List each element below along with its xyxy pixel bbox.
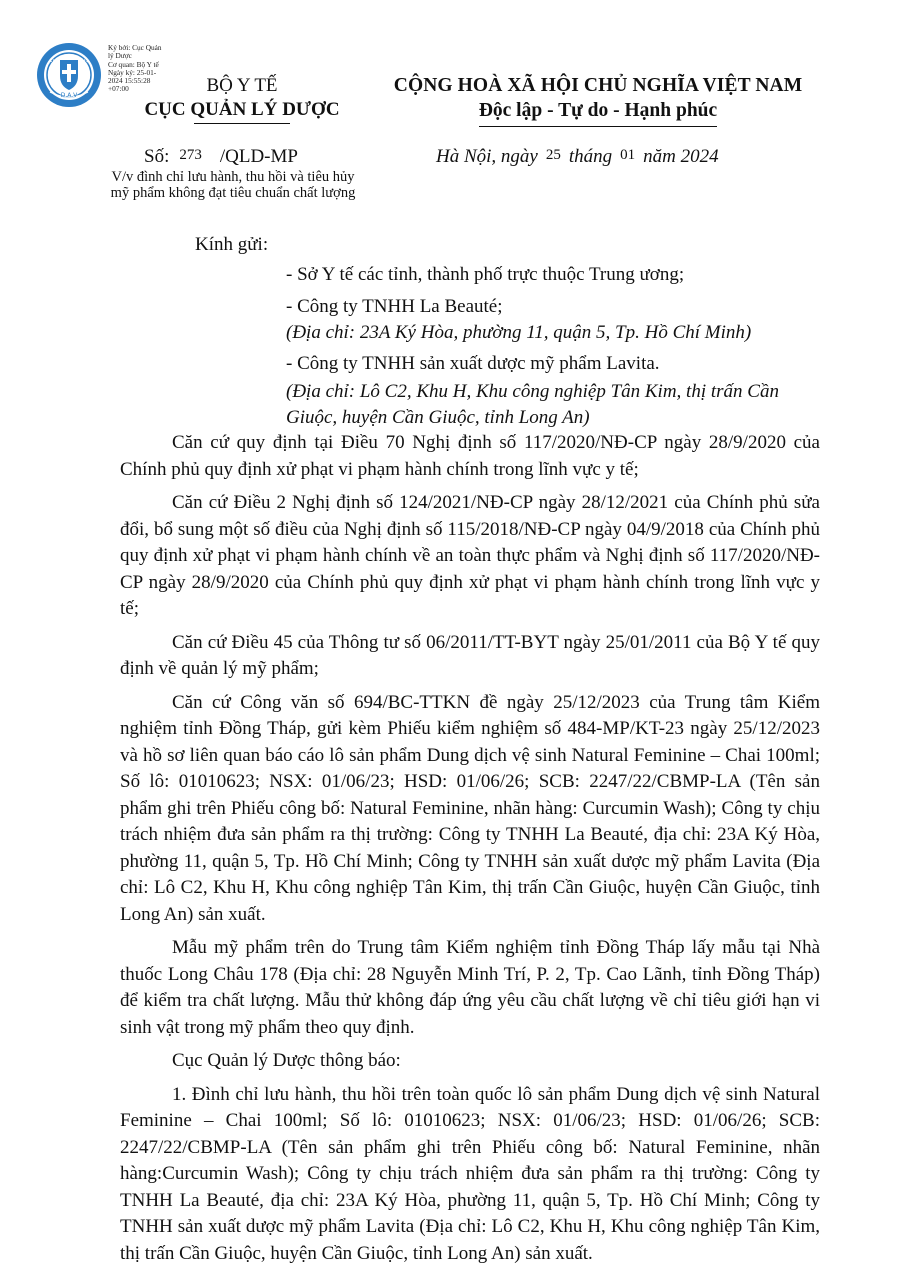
national-header xyxy=(368,74,828,127)
paragraph-sample-info: Mẫu mỹ phẩm trên do Trung tâm Kiểm nghiệm tỉnh Đồng Tháp lấy mẫu tại Nhà thuốc Long Châu 178 (Địa chỉ: 28 Nguyễn Minh Trí, P. 2, Tp. Cao Lãnh, tỉnh Đồng Tháp) để kiểm tra chất lượng. Mẫu thử không đáp ứng yêu cầu chất lượng về chỉ tiêu giới hạn vi sinh vật trong mỹ phẩm theo quy định. xyxy=(120,937,820,1038)
recipient-2-address: (Địa chỉ: 23A Ký Hòa, phường 11, quận 5, Tp. Hồ Chí Minh) xyxy=(286,322,752,343)
paragraph-legal-basis-1: Căn cứ quy định tại Điều 70 Nghị định số 117/2020/NĐ-CP ngày 28/9/2020 của Chính phủ quy định xử phạt vi phạm hành chính trong lĩnh vực y tế; xyxy=(120,432,820,480)
paragraph-legal-basis-3: Căn cứ Điều 45 của Thông tư số 06/2011/TT-BYT ngày 25/01/2011 của Bộ Y tế quy định về quản lý mỹ phẩm; xyxy=(120,631,820,679)
signature-line: lý Dược xyxy=(108,51,132,61)
issuer-header xyxy=(112,74,372,124)
agency-underline xyxy=(194,123,290,124)
nation-name: CỘNG HOÀ XÃ HỘI CHỦ NGHĨA VIỆT NAM xyxy=(393,75,803,96)
signature-line: Ngày ký: 25-01- xyxy=(108,67,157,77)
ministry-name: BỘ Y TẾ xyxy=(206,75,278,96)
recipient-3-address: (Địa chỉ: Lô C2, Khu H, Khu công nghiệp Tân Kim, thị trấn Cần Giuộc, huyện Cần Giuộc, tỉnh Long An) xyxy=(286,381,779,428)
paragraph-legal-basis-2: Căn cứ Điều 2 Nghị định số 124/2021/NĐ-CP ngày 28/12/2021 của Chính phủ sửa đổi, bổ sung một số điều của Nghị định số 115/2018/NĐ-CP ngày 04/9/2018 của Chính phủ quy định xử phạt vi phạm hành chính về an toàn thực phẩm và Nghị định số 117/2020/NĐ-CP ngày 28/9/2020 của Chính phủ quy định xử phạt vi phạm hành chính trong lĩnh vực y tế; xyxy=(120,492,820,619)
doc-number-suffix: /QLD-MP xyxy=(219,146,298,167)
paragraph-announcement: Cục Quản lý Dược thông báo: xyxy=(172,1050,401,1071)
seal-logo xyxy=(36,42,102,108)
signature-line: 2024 15:55:28 xyxy=(108,76,151,86)
date-year: năm 2024 xyxy=(643,146,719,167)
recipient-3: - Công ty TNHH sản xuất dược mỹ phẩm Lavita. xyxy=(286,353,660,374)
paragraph-directive-1: 1. Đình chỉ lưu hành, thu hồi trên toàn quốc lô sản phẩm Dung dịch vệ sinh Natural Feminine – Chai 100ml; Số lô: 01010623; NSX: 01/06/23; HSD: 01/06/26; SCB: 2247/22/CBMP-LA (Tên sản phẩm ghi trên Phiếu công bố: Natural Feminine, nhãn hàng:Curcumin Wash); Công ty chịu trách nhiệm đưa sản phẩm ra thị trường: Công ty TNHH La Beauté, địa chỉ: 23A Ký Hòa, phường 11, quận 5, Tp. Hồ Chí Minh; Công ty TNHH sản xuất dược mỹ phẩm Lavita (Địa chỉ: Lô C2, Khu H, Khu công nghiệp Tân Kim, thị trấn Cần Giuộc, huyện Cần Giuộc, tỉnh Long An) sản xuất. xyxy=(120,1083,820,1264)
seal-text: D.A.V xyxy=(60,92,78,99)
paragraph-report-basis: Căn cứ Công văn số 694/BC-TTKN đề ngày 25/12/2023 của Trung tâm Kiểm nghiệm tỉnh Đồng Tháp, gửi kèm Phiếu kiểm nghiệm số 484-MP/KT-23 ngày 25/12/2023 và hồ sơ liên quan báo cáo lô sản phẩm Dung dịch vệ sinh Natural Feminine – Chai 100ml; Số lô: 01010623; NSX: 01/06/23; HSD: 01/06/26; SCB: 2247/22/CBMP-LA (Tên sản phẩm ghi trên Phiếu công bố: Natural Feminine, nhãn hàng: Curcumin Wash); Công ty chịu trách nhiệm đưa sản phẩm ra thị trường: Công ty TNHH La Beauté, địa chỉ: 23A Ký Hòa, phường 11, quận 5, Tp. Hồ Chí Minh; Công ty TNHH sản xuất dược mỹ phẩm Lavita (Địa chỉ: Lô C2, Khu H, Khu công nghiệp Tân Kim, thị trấn Cần Giuộc, huyện Cần Giuộc, tỉnh Long An) sản xuất. xyxy=(120,691,820,925)
document-body xyxy=(120,430,820,1267)
date-day: 25 xyxy=(545,147,561,163)
document-subject: V/v đình chỉ lưu hành, thu hồi và tiêu hủy mỹ phẩm không đạt tiêu chuẩn chất lượng xyxy=(110,169,356,201)
date-month-label: tháng xyxy=(568,146,613,167)
signature-line: Cơ quan: Bộ Y tế xyxy=(108,59,159,69)
doc-number-value: 273 xyxy=(179,147,202,163)
signature-line: Ký bởi: Cục Quản xyxy=(108,43,162,52)
document-number xyxy=(144,145,298,170)
recipient-2: - Công ty TNHH La Beauté; xyxy=(286,296,503,317)
recipient-1: - Sở Y tế các tỉnh, thành phố trực thuộc Trung ương; xyxy=(286,264,685,285)
agency-name: CỤC QUẢN LÝ DƯỢC xyxy=(144,99,340,120)
date-month: 01 xyxy=(620,147,636,163)
signature-line: +07:00 xyxy=(108,84,129,94)
national-motto: Độc lập - Tự do - Hạnh phúc xyxy=(479,98,717,127)
doc-number-prefix: Số: xyxy=(144,146,170,167)
document-date xyxy=(436,145,719,170)
date-place: Hà Nội, ngày xyxy=(436,146,538,167)
greeting: Kính gửi: xyxy=(195,234,269,255)
